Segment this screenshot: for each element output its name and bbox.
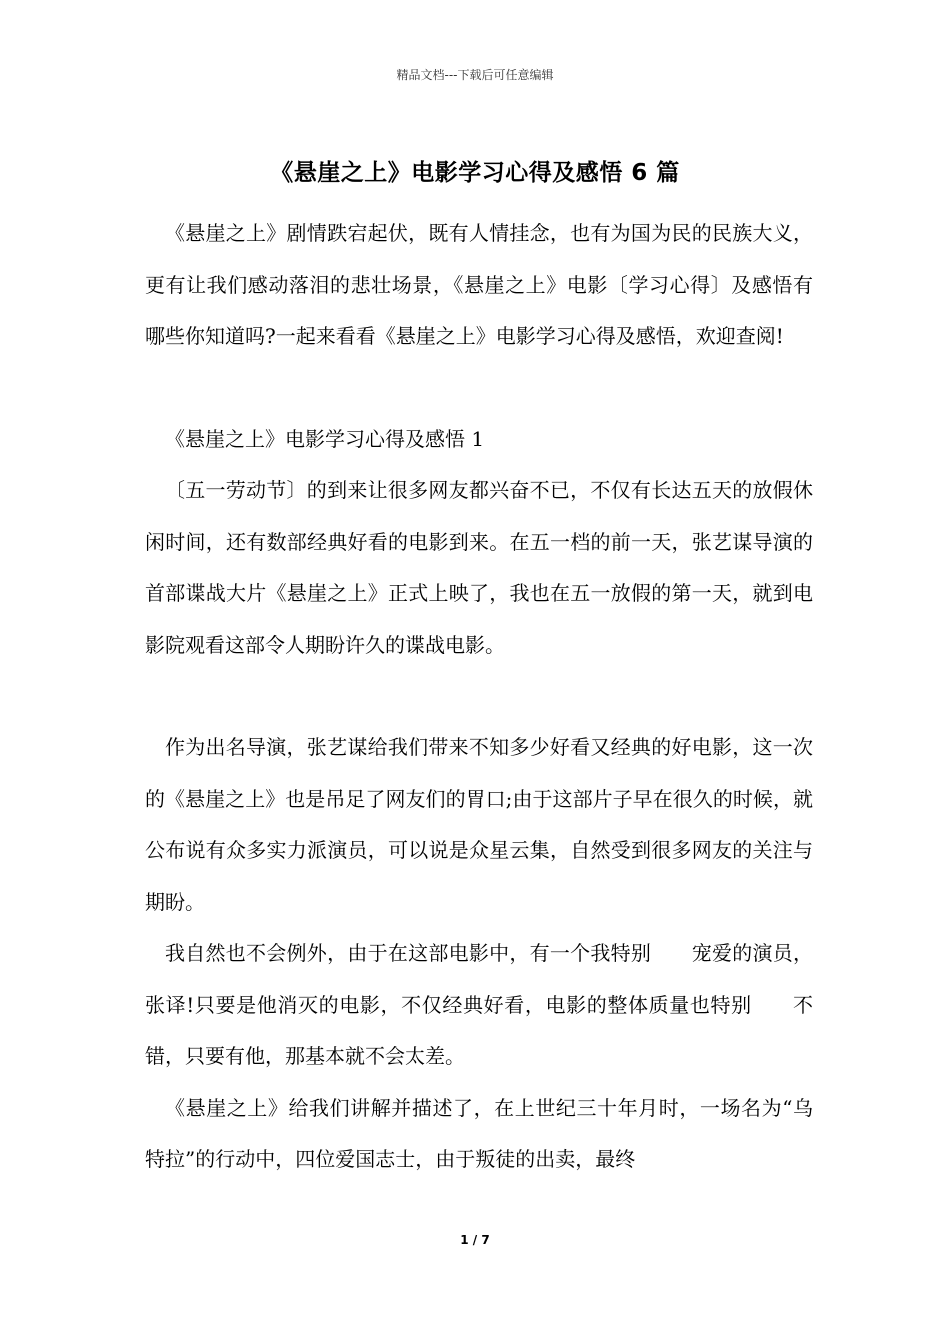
section-title: 《悬崖之上》电影学习心得及感悟 1	[165, 426, 485, 451]
header-note: 精品文档---下载后可任意编辑	[396, 68, 554, 82]
blank-line	[145, 363, 813, 414]
intro-paragraph: 《悬崖之上》剧情跌宕起伏，既有人情挂念，也有为国为民的民族大义，更有让我们感动落泪的悲壮场景，《悬崖之上》电影〔学习心得〕及感悟有哪些你知道吗?一起来看看《悬崖之上》电影学习心得及感悟，欢迎查阅!	[145, 221, 813, 348]
document-body	[145, 208, 813, 1186]
body-paragraph: 《悬崖之上》给我们讲解并描述了，在上世纪三十年月时，一场名为“乌特拉”的行动中，四位爱国志士，由于叛徒的出卖，最终	[145, 1095, 813, 1171]
blank-line	[145, 671, 813, 722]
body-paragraph: 我自然也不会例外，由于在这部电影中，有一个我特别 宠爱的演员，张译!只要是他消灭的电影，不仅经典好看，电影的整体质量也特别 不错，只要有他，那基本就不会太差。	[145, 941, 813, 1068]
body-paragraph: 〔五一劳动节〕的到来让很多网友都兴奋不已，不仅有长达五天的放假休闲时间，还有数部经典好看的电影到来。在五一档的前一天，张艺谋导演的首部谍战大片《悬崖之上》正式上映了，我也在五一放假的第一天，就到电影院观看这部令人期盼许久的谍战电影。	[145, 478, 813, 657]
body-paragraph: 作为出名导演，张艺谋给我们带来不知多少好看又经典的好电影，这一次的《悬崖之上》也是吊足了网友们的胃口;由于这部片子早在很久的时候，就公布说有众多实力派演员，可以说是众星云集，自然受到很多网友的关注与期盼。	[145, 735, 813, 914]
page-number: 1 / 7	[460, 1233, 490, 1247]
document-title: 《悬崖之上》电影学习心得及感悟 6 篇	[270, 160, 680, 186]
